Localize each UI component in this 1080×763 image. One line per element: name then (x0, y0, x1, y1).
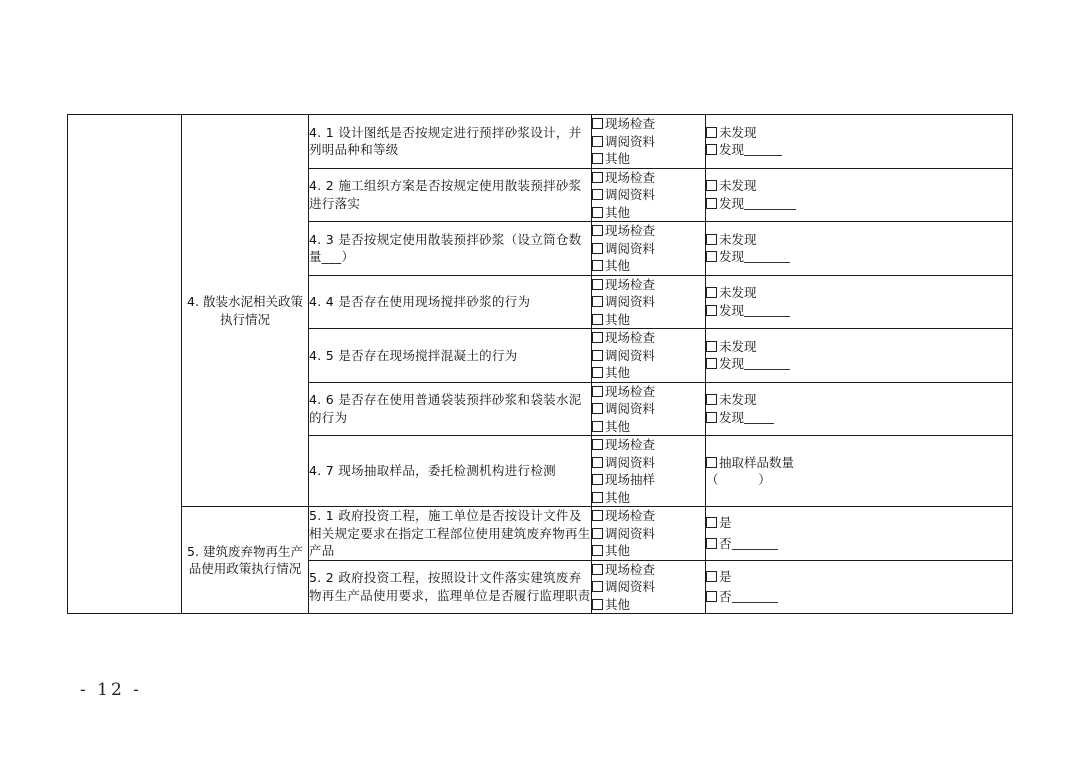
checkbox-icon[interactable] (706, 144, 717, 155)
checkbox-icon[interactable] (706, 198, 717, 209)
result-option[interactable]: 否 (706, 588, 1012, 606)
method-option[interactable]: 其他 (592, 257, 705, 275)
checkbox-icon[interactable] (592, 564, 603, 575)
checkbox-icon[interactable] (706, 394, 717, 405)
checkbox-icon[interactable] (706, 591, 717, 602)
method-option[interactable]: 现场检查 (592, 436, 705, 454)
result-option[interactable]: 抽取样品数量 (706, 454, 1012, 472)
result-option[interactable]: 未发现 (706, 338, 1012, 356)
checkbox-icon[interactable] (706, 571, 717, 582)
checkbox-icon[interactable] (592, 403, 603, 414)
method-option[interactable]: 调阅资料 (592, 186, 705, 204)
sample-quantity-field[interactable]: （ ） (706, 472, 771, 487)
checkbox-icon[interactable] (592, 296, 603, 307)
table-row (68, 115, 1013, 169)
item-cell (309, 275, 592, 329)
method-option[interactable]: 调阅资料 (592, 578, 705, 596)
checkbox-icon[interactable] (706, 287, 717, 298)
checkbox-icon[interactable] (592, 332, 603, 343)
result-option[interactable]: 未发现 (706, 391, 1012, 409)
method-option[interactable]: 其他 (592, 311, 705, 329)
checkbox-icon[interactable] (592, 314, 603, 325)
method-option[interactable]: 调阅资料 (592, 454, 705, 472)
checkbox-icon[interactable] (592, 457, 603, 468)
result-option[interactable]: 未发现 (706, 231, 1012, 249)
method-option[interactable]: 现场抽样 (592, 471, 705, 489)
item-cell (309, 507, 592, 561)
item-cell (309, 382, 592, 436)
fill-blank[interactable] (744, 357, 790, 370)
method-option[interactable]: 其他 (592, 364, 705, 382)
table-row (68, 507, 1013, 561)
checkbox-icon[interactable] (706, 305, 717, 316)
result-cell (706, 436, 1013, 507)
checkbox-icon[interactable] (592, 225, 603, 236)
result-option[interactable]: 发现 (706, 195, 1012, 213)
checkbox-icon[interactable] (706, 517, 717, 528)
method-option[interactable]: 其他 (592, 150, 705, 168)
method-cell (592, 275, 706, 329)
category-4-label: 4. 散装水泥相关政策执行情况 (187, 294, 303, 327)
checkbox-icon[interactable] (706, 457, 717, 468)
result-option[interactable]: 否 (706, 535, 1012, 553)
item-cell (309, 329, 592, 383)
result-cell (706, 560, 1013, 614)
method-option[interactable]: 现场检查 (592, 169, 705, 187)
checkbox-icon[interactable] (592, 243, 603, 254)
method-option[interactable]: 现场检查 (592, 329, 705, 347)
item-cell (309, 115, 592, 169)
item-cell (309, 222, 592, 276)
checkbox-icon[interactable] (592, 118, 603, 129)
result-cell (706, 507, 1013, 561)
fill-blank[interactable] (744, 304, 790, 317)
checkbox-icon[interactable] (592, 528, 603, 539)
method-option[interactable]: 现场检查 (592, 507, 705, 525)
method-option[interactable]: 调阅资料 (592, 240, 705, 258)
category-5-cell (182, 507, 309, 614)
item-text: 4. 7 现场抽取样品，委托检测机构进行检测 (309, 463, 556, 479)
checkbox-icon[interactable] (592, 581, 603, 592)
checkbox-icon[interactable] (706, 127, 717, 138)
item-text: 5. 1 政府投资工程，施工单位是否按设计文件及相关规定要求在指定工程部位使用建筑废弃物再生产品 (309, 508, 591, 558)
page-number: - 12 - (80, 680, 142, 700)
result-cell (706, 222, 1013, 276)
item-text: 4. 3 是否按规定使用散装预拌砂浆（设立筒仓数量___） (309, 231, 582, 265)
checkbox-icon[interactable] (592, 599, 603, 610)
checkbox-icon[interactable] (706, 180, 717, 191)
fill-blank[interactable] (744, 143, 782, 156)
method-cell (592, 222, 706, 276)
item-cell (309, 436, 592, 507)
checkbox-icon[interactable] (592, 367, 603, 378)
method-option[interactable]: 其他 (592, 596, 705, 614)
category-4-cell (182, 115, 309, 507)
method-option[interactable]: 调阅资料 (592, 133, 705, 151)
outer-category-cell (68, 115, 182, 614)
checkbox-icon[interactable] (706, 251, 717, 262)
fill-blank[interactable] (744, 197, 796, 210)
checkbox-icon[interactable] (592, 510, 603, 521)
result-option[interactable]: 发现 (706, 302, 1012, 320)
method-cell (592, 507, 706, 561)
checkbox-icon[interactable] (592, 279, 603, 290)
item-cell (309, 560, 592, 614)
item-text: 4. 4 是否存在使用现场搅拌砂浆的行为 (309, 294, 531, 309)
fill-blank[interactable] (744, 250, 790, 263)
checkbox-icon[interactable] (706, 538, 717, 549)
checkbox-icon[interactable] (592, 136, 603, 147)
method-cell (592, 382, 706, 436)
fill-blank[interactable] (732, 590, 778, 603)
method-option[interactable]: 其他 (592, 418, 705, 436)
method-option[interactable]: 其他 (592, 542, 705, 560)
method-option[interactable]: 现场检查 (592, 115, 705, 133)
result-cell (706, 115, 1013, 169)
item-text: 4. 6 是否存在使用普通袋装预拌砂浆和袋装水泥的行为 (309, 392, 582, 425)
checkbox-icon[interactable] (592, 492, 603, 503)
checkbox-icon[interactable] (706, 234, 717, 245)
method-option[interactable]: 其他 (592, 489, 705, 507)
result-option[interactable]: 发现 (706, 248, 1012, 266)
result-cell (706, 168, 1013, 222)
result-cell (706, 329, 1013, 383)
fill-blank[interactable] (732, 537, 778, 550)
method-cell (592, 560, 706, 614)
checkbox-icon[interactable] (592, 153, 603, 164)
method-option[interactable]: 其他 (592, 204, 705, 222)
result-option[interactable]: 未发现 (706, 124, 1012, 142)
method-option[interactable]: 现场检查 (592, 561, 705, 579)
result-option[interactable]: 未发现 (706, 284, 1012, 302)
method-cell (592, 329, 706, 383)
result-cell (706, 382, 1013, 436)
inspection-table (67, 114, 1013, 614)
checkbox-icon[interactable] (592, 474, 603, 485)
checkbox-icon[interactable] (706, 412, 717, 423)
checkbox-icon[interactable] (592, 260, 603, 271)
checkbox-icon[interactable] (592, 439, 603, 450)
method-cell (592, 115, 706, 169)
category-5-label: 5. 建筑废弃物再生产品使用政策执行情况 (187, 543, 303, 576)
checkbox-icon[interactable] (592, 386, 603, 397)
method-cell (592, 168, 706, 222)
method-cell (592, 436, 706, 507)
item-cell (309, 168, 592, 222)
checkbox-icon[interactable] (592, 189, 603, 200)
result-option[interactable]: 未发现 (706, 177, 1012, 195)
method-option[interactable]: 调阅资料 (592, 347, 705, 365)
checkbox-icon[interactable] (592, 207, 603, 218)
item-text: 5. 2 政府投资工程，按照设计文件落实建筑废弃物再生产品使用要求，监理单位是否履行监理职责 (309, 570, 591, 603)
method-option[interactable]: 现场检查 (592, 383, 705, 401)
method-option[interactable]: 现场检查 (592, 222, 705, 240)
checkbox-icon[interactable] (706, 358, 717, 369)
method-option[interactable]: 调阅资料 (592, 525, 705, 543)
item-text: 4. 1 设计图纸是否按规定进行预拌砂浆设计，并列明品种和等级 (309, 124, 582, 158)
checkbox-icon[interactable] (592, 421, 603, 432)
result-option[interactable]: 发现 (706, 409, 1012, 427)
result-option[interactable]: 发现 (706, 355, 1012, 373)
method-option[interactable]: 调阅资料 (592, 400, 705, 418)
fill-blank[interactable] (744, 411, 774, 424)
item-text: 4. 2 施工组织方案是否按规定使用散装预拌砂浆进行落实 (309, 178, 582, 211)
method-option[interactable]: 现场检查 (592, 276, 705, 294)
checkbox-icon[interactable] (592, 350, 603, 361)
result-option[interactable]: 发现 (706, 141, 1012, 159)
checkbox-icon[interactable] (592, 172, 603, 183)
result-option[interactable]: 是 (706, 514, 1012, 532)
checkbox-icon[interactable] (592, 545, 603, 556)
item-text: 4. 5 是否存在现场搅拌混凝土的行为 (309, 347, 518, 363)
result-option[interactable]: 是 (706, 568, 1012, 586)
result-cell (706, 275, 1013, 329)
method-option[interactable]: 调阅资料 (592, 293, 705, 311)
checkbox-icon[interactable] (706, 341, 717, 352)
